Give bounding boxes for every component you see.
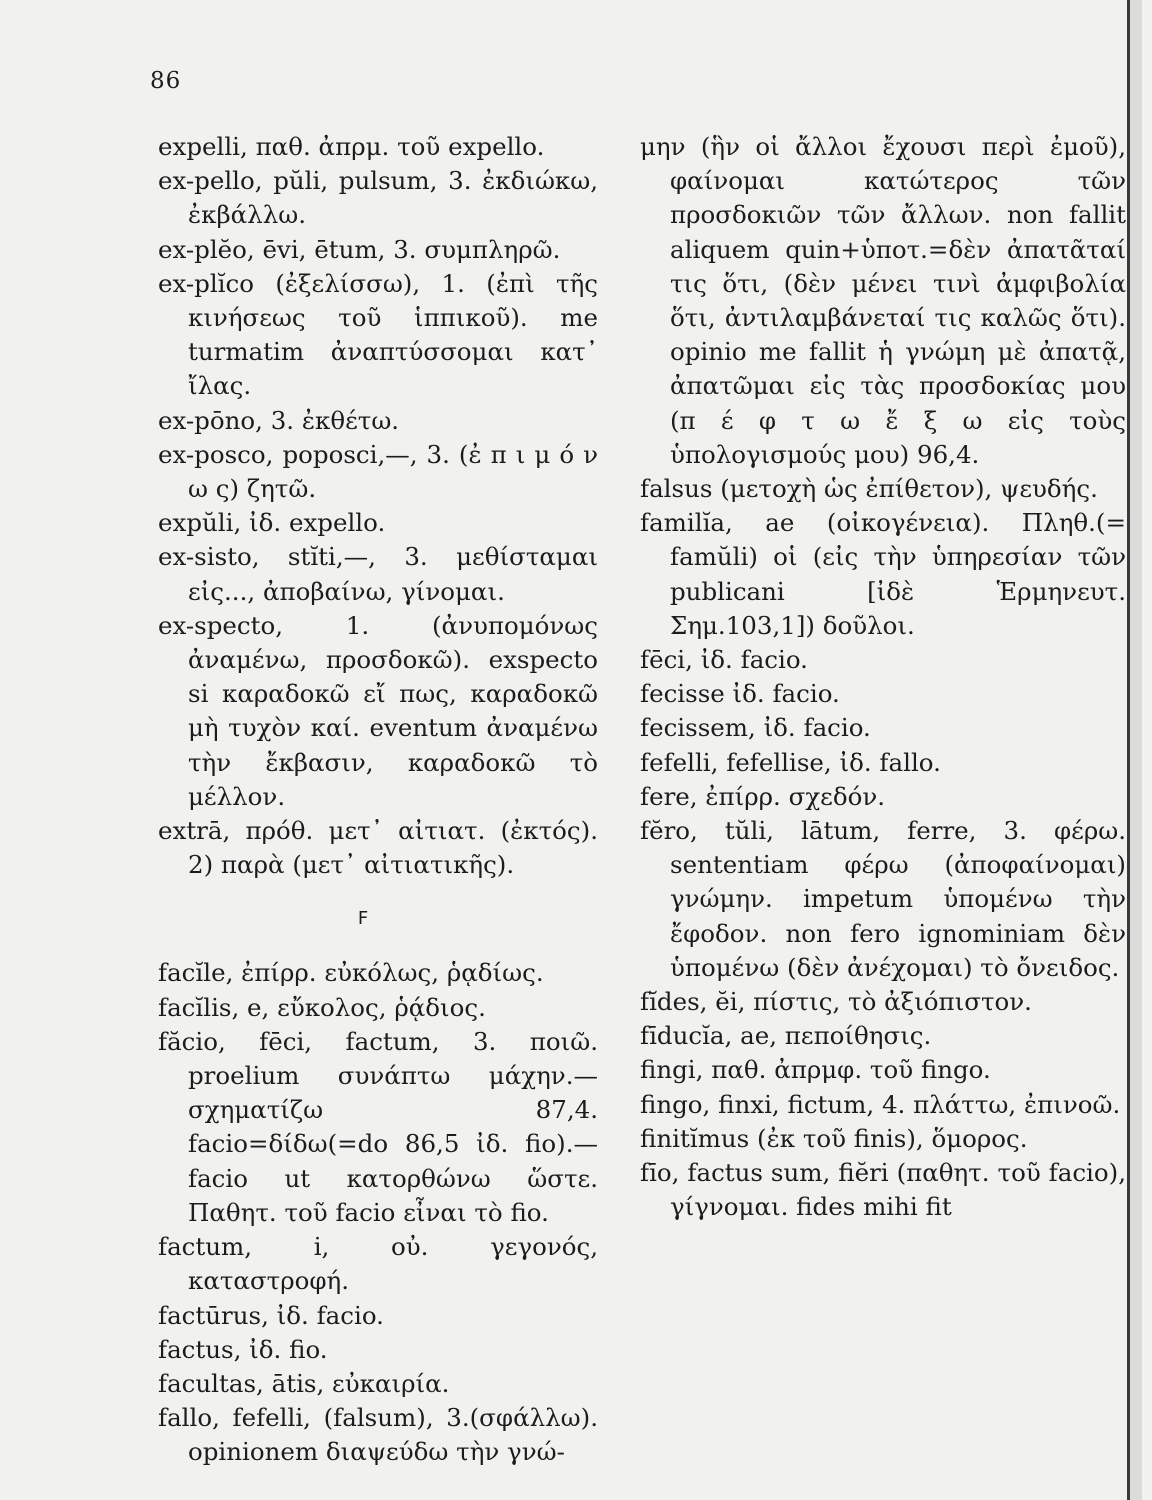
dictionary-entry: ex-specto, 1. (ἀνυπομόνως ἀναμένω, προσδοκῶ). exspecto si καραδοκῶ εἴ πως, καραδοκῶ μὴ τυχὸν καί. eventum ἀναμένω τὴν ἔκβασιν, καραδοκῶ τὸ μέλλον. (158, 610, 598, 811)
dictionary-entry: ex-posco, poposci,—, 3. (ἐ π ι μ ό ν ω ς) ζητῶ. (158, 439, 598, 504)
page-edge-shadow (1130, 0, 1142, 1500)
dictionary-entry: facĭlis, e, εὔκολος, ῥᾴδιος. (158, 992, 486, 1022)
dictionary-entry: finitĭmus (ἐκ τοῦ finis), ὅμορος. (640, 1123, 1028, 1153)
dictionary-entry: familĭa, ae (οἰκογένεια). Πληθ.(= famŭli) οἱ (εἰς τὴν ὑπηρεσίαν τῶν publicani [ἰδὲ Ἑρμηνευτ. Σημ.103,1]) δοῦλοι. (640, 508, 1126, 640)
dictionary-entry: factus, ἰδ. fio. (158, 1334, 328, 1364)
dictionary-entry: factum, i, οὐ. γεγονός, καταστροφή. (158, 1232, 598, 1296)
dictionary-entry: ex-pello, pŭli, pulsum, 3. ἐκδιώκω, ἐκβάλλω. (158, 166, 598, 230)
dictionary-entry: falsus (μετοχὴ ὡς ἐπίθετον), ψευδής. (640, 474, 1098, 504)
page-number: 86 (150, 68, 182, 94)
dictionary-entry: expelli, παθ. ἀπρμ. τοῦ expello. (158, 132, 545, 161)
dictionary-entry: fere, ἐπίρρ. σχεδόν. (640, 781, 886, 811)
dictionary-entry: fefelli, fefellise, ἰδ. fallo. (640, 747, 941, 777)
right-column (640, 130, 1126, 1225)
dictionary-entry: fingo, finxi, fictum, 4. πλάττω, ἐπινοῶ. (640, 1089, 1121, 1119)
dictionary-entry: fĕro, tŭli, lātum, ferre, 3. φέρω. sententiam φέρω (ἀποφαίνομαι) γνώμην. impetum ὑπομένω τὴν ἔφοδον. non fero ignominiam δὲν ὑπομένω (δὲν ἀνέχομαι) τὸ ὄνειδος. (640, 816, 1126, 982)
dictionary-entry: fĭdes, ĕi, πίστις, τὸ ἀξιόπιστον. (640, 987, 1032, 1017)
dictionary-entry: fallo, fefelli, (falsum), 3.(σφάλλω). opinionem διαψεύδω τὴν γνώ- (158, 1403, 598, 1467)
dictionary-entry: fingi, παθ. ἀπρμφ. τοῦ fingo. (640, 1055, 991, 1085)
dictionary-entry: fīducĭa, ae, πεποίθησις. (640, 1021, 932, 1051)
left-column (158, 130, 598, 1470)
dictionary-entry: expŭli, ἰδ. expello. (158, 508, 386, 538)
dictionary-entry: facultas, ātis, εὐκαιρία. (158, 1368, 450, 1398)
dictionary-entry: ex-pōno, 3. ἐκθέτω. (158, 405, 400, 435)
dictionary-entry: făcio, fēci, factum, 3. ποιῶ. proelium συνάπτω μάχην.—σχηματίζω 87,4. facio=δίδω(=do 86,5 ἰδ. fio).—facio ut κατορθώνω ὥστε. Παθητ. τοῦ facio εἶναι τὸ fio. (158, 1026, 598, 1227)
page-edge-line (1127, 0, 1130, 1500)
dictionary-entry: μην (ἣν οἱ ἄλλοι ἔχουσι περὶ ἐμοῦ), φαίνομαι κατώτερος τῶν προσδοκιῶν τῶν ἄλλων. non fallit aliquem quin+ὑποτ.=δὲν ἀπατᾶταί τις ὅτι, (δὲν μένει τινὶ ἀμφιβολία ὅτι, ἀντιλαμβάνεταί τις καλῶς ὅτι). opinio me fallit ἡ γνώμη μὲ ἀπατᾷ, ἀπατῶμαι εἰς τὰς προσδοκίας μου (π έ φ τ ω ἔ ξ ω εἰς τοὺς ὑπολογισμούς μου) 96,4. (640, 132, 1126, 469)
dictionary-entry: fēci, ἰδ. facio. (640, 645, 808, 675)
section-letter-heading: F (357, 908, 369, 930)
dictionary-entry: fecisse ἰδ. facio. (640, 679, 840, 709)
dictionary-entry: ex-sisto, stĭti,—, 3. μεθίσταμαι εἰς..., ἀποβαίνω, γίνομαι. (158, 542, 598, 606)
dictionary-entry: factūrus, ἰδ. facio. (158, 1300, 384, 1330)
dictionary-entry: ex-plĕo, ēvi, ētum, 3. συμπληρῶ. (158, 234, 561, 264)
dictionary-entry: fīo, factus sum, fiĕri (παθητ. τοῦ facio), γίγνομαι. fides mihi fit (640, 1158, 1126, 1222)
dictionary-entry: ex-plĭco (ἐξελίσσω), 1. (ἐπὶ τῆς κινήσεως τοῦ ἱππικοῦ). me turmatim ἀναπτύσσομαι κατ᾽ ἴλας. (158, 268, 598, 401)
dictionary-entry: extrā, πρόθ. μετ᾽ αἰτιατ. (ἐκτός). 2) παρὰ (μετ᾽ αἰτιατικῆς). (158, 816, 598, 880)
dictionary-entry: fecissem, ἰδ. facio. (640, 713, 871, 743)
dictionary-entry: facĭle, ἐπίρρ. εὐκόλως, ῥᾳδίως. (158, 958, 544, 988)
